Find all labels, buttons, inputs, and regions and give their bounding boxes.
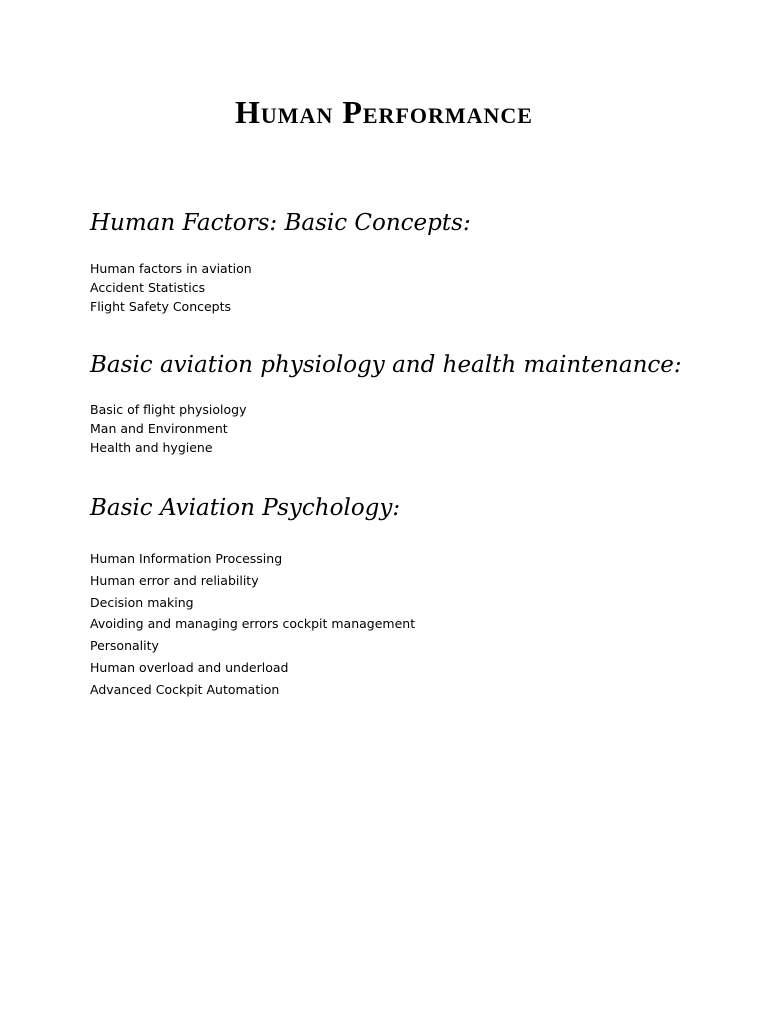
list-item: Human error and reliability — [90, 572, 259, 588]
section-heading: Basic aviation physiology and health maintenance: — [90, 352, 682, 378]
page-title: Human Performance — [235, 94, 533, 130]
topic-list — [90, 259, 730, 316]
list-item: Advanced Cockpit Automation — [90, 681, 280, 697]
list-item: Human Information Processing — [90, 551, 283, 566]
topic-list — [90, 548, 730, 701]
list-item: Man and Environment — [90, 421, 228, 436]
topic-list — [90, 400, 730, 457]
list-item: Avoiding and managing errors cockpit management — [90, 616, 416, 632]
list-item: Personality — [90, 638, 159, 654]
list-item: Human overload and underload — [90, 659, 289, 675]
list-item: Accident Statistics — [90, 280, 206, 295]
section-heading: Basic Aviation Psychology: — [90, 495, 401, 521]
section-heading: Human Factors: Basic Concepts: — [90, 210, 471, 236]
list-item: Decision making — [90, 594, 194, 610]
section-physiology — [90, 350, 730, 457]
section-human-factors — [90, 208, 730, 316]
section-psychology — [90, 493, 730, 701]
list-item: Basic of flight physiology — [90, 402, 247, 417]
list-item: Health and hygiene — [90, 440, 213, 455]
list-item: Human factors in aviation — [90, 261, 252, 276]
list-item: Flight Safety Concepts — [90, 299, 232, 314]
